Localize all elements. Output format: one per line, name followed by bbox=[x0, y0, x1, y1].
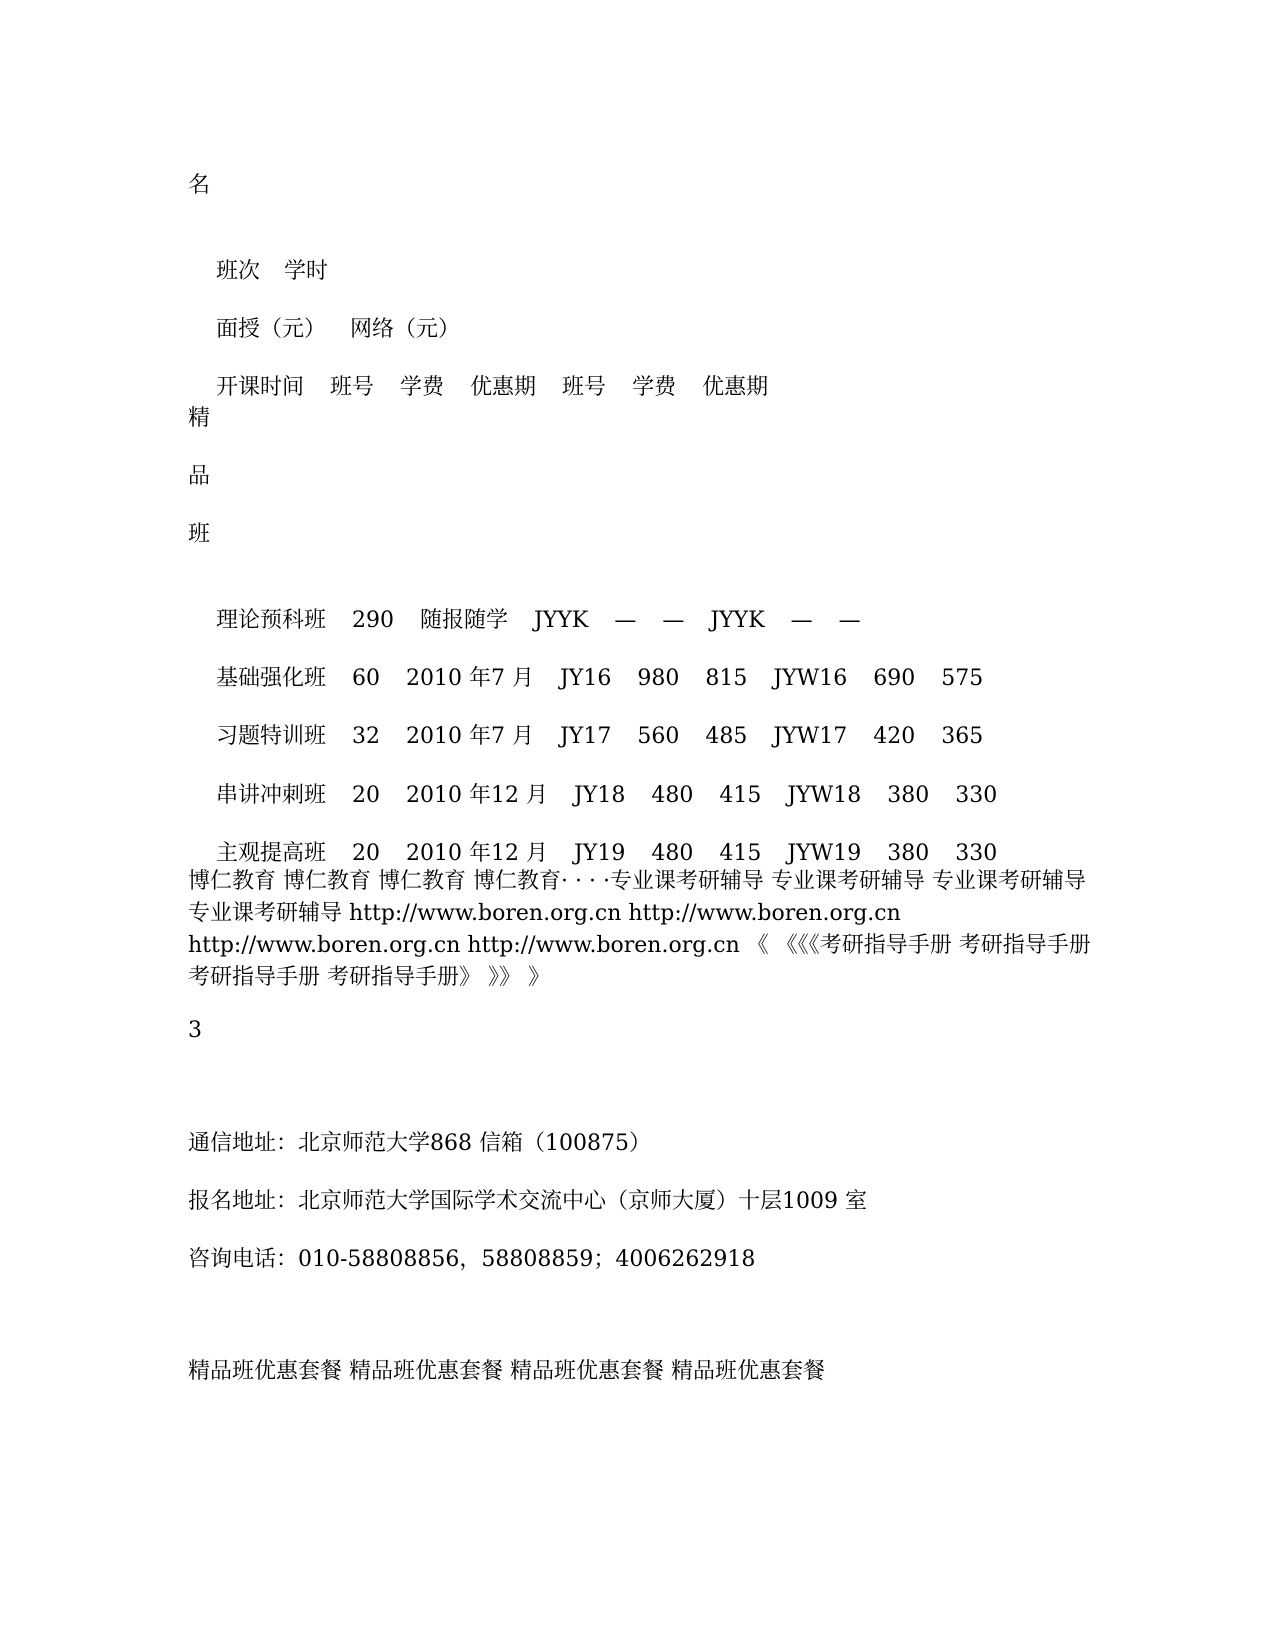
table-cell: — bbox=[838, 608, 861, 633]
table-cell: 420 bbox=[873, 724, 916, 749]
table-cell: JYYK bbox=[534, 608, 589, 633]
table-cell: 485 bbox=[705, 724, 748, 749]
table-cell: 32 bbox=[352, 724, 380, 749]
table-cell: JYW19 bbox=[787, 841, 862, 866]
table-cell: JYW18 bbox=[787, 783, 862, 808]
table-cell: JY17 bbox=[559, 724, 612, 749]
table-cell: 2010 年12 月 bbox=[406, 783, 548, 808]
table-cell: 习题特训班 bbox=[215, 724, 326, 749]
table-cell: — bbox=[662, 608, 685, 633]
table-cell: 365 bbox=[941, 724, 984, 749]
table-cell: — bbox=[614, 608, 637, 633]
table-cell: 60 bbox=[352, 666, 380, 691]
column-header: 班号 bbox=[562, 375, 607, 400]
table-cell: 480 bbox=[651, 783, 694, 808]
table-cell: JYYK bbox=[710, 608, 765, 633]
table-cell: 2010 年7 月 bbox=[406, 724, 534, 749]
header-wangluo: 网络（元） bbox=[350, 317, 461, 342]
table-cell: 480 bbox=[651, 841, 694, 866]
table-cell: 串讲冲刺班 bbox=[215, 783, 326, 808]
table-cell: JY18 bbox=[573, 783, 626, 808]
table-cell: JY19 bbox=[573, 841, 626, 866]
table-cell: 330 bbox=[955, 841, 998, 866]
table-cell: JY16 bbox=[559, 666, 612, 691]
package-title: 精品班优惠套餐 精品班优惠套餐 精品班优惠套餐 精品班优惠套餐 bbox=[188, 1359, 825, 1384]
column-header: 优惠期 bbox=[702, 375, 769, 400]
header-mianshou: 面授（元） bbox=[215, 317, 326, 342]
table-cell: 随报随学 bbox=[420, 608, 509, 633]
group-label-char: 班 bbox=[188, 522, 211, 547]
running-footer-header: 博仁教育 博仁教育 博仁教育 博仁教育· · · ·专业课考研辅导 专业课考研辅导 专业课考研辅导 专业课考研辅导 http://www.boren.org.cn http://www.boren.org.cn http://www.boren.org.cn http://www.boren.org.cn 《 《《《考研指导手册 考研指导手册 考研指导手册 考研指导手册》 》》 》 bbox=[188, 869, 1091, 990]
table-cell: 415 bbox=[719, 841, 762, 866]
column-header: 学费 bbox=[632, 375, 677, 400]
group-label-char: 品 bbox=[188, 464, 211, 489]
header-ming: 名 bbox=[188, 173, 211, 198]
table-cell: 20 bbox=[352, 783, 380, 808]
column-header: 优惠期 bbox=[470, 375, 537, 400]
table-cell: 380 bbox=[887, 783, 930, 808]
group-label-char: 精 bbox=[188, 406, 211, 431]
header-xueshi: 学时 bbox=[284, 259, 329, 284]
table-cell: JYW17 bbox=[773, 724, 848, 749]
column-header: 班号 bbox=[330, 375, 375, 400]
mail-address: 通信地址：北京师范大学868 信箱（100875） bbox=[188, 1131, 651, 1156]
table-cell: JYW16 bbox=[773, 666, 848, 691]
table-cell: 575 bbox=[941, 666, 984, 691]
header-banci: 班次 bbox=[215, 259, 260, 284]
header-columns bbox=[188, 346, 768, 430]
table-cell: 理论预科班 bbox=[215, 608, 326, 633]
table-cell: 690 bbox=[873, 666, 916, 691]
table-cell: — bbox=[790, 608, 813, 633]
table-cell: 基础强化班 bbox=[215, 666, 326, 691]
table-cell: 主观提高班 bbox=[215, 841, 326, 866]
signup-address: 报名地址：北京师范大学国际学术交流中心（京师大厦）十层1009 室 bbox=[188, 1189, 867, 1214]
table-cell: 2010 年7 月 bbox=[406, 666, 534, 691]
table-cell: 415 bbox=[719, 783, 762, 808]
column-header: 开课时间 bbox=[215, 375, 304, 400]
table-cell: 980 bbox=[637, 666, 680, 691]
phone-number: 咨询电话：010-58808856，58808859；4006262918 bbox=[188, 1247, 756, 1272]
table-cell: 815 bbox=[705, 666, 748, 691]
column-header: 学费 bbox=[400, 375, 445, 400]
table-cell: 380 bbox=[887, 841, 930, 866]
table-cell: 20 bbox=[352, 841, 380, 866]
page-number: 3 bbox=[188, 1018, 202, 1043]
table-cell: 330 bbox=[955, 783, 998, 808]
table-cell: 560 bbox=[637, 724, 680, 749]
table-cell: 290 bbox=[352, 608, 394, 633]
table-cell: 2010 年12 月 bbox=[406, 841, 548, 866]
